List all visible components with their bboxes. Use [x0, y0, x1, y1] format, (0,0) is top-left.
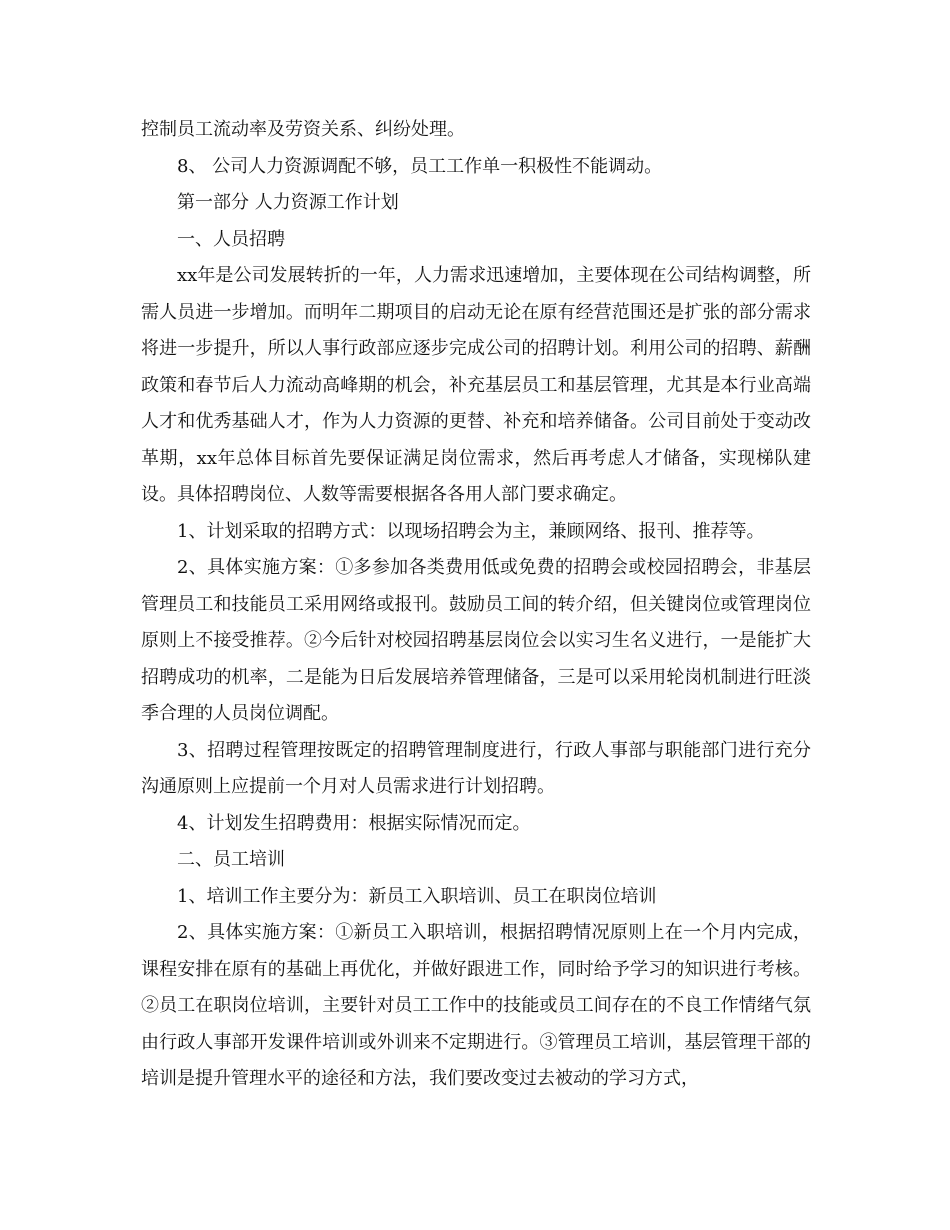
paragraph-recruitment-plan: 2、具体实施方案：①多参加各类费用低或免费的招聘会或校园招聘会，非基层管理员工和技能员工采用网络或报刊。鼓励员工间的转介绍，但关键岗位或管理岗位原则上不接受推荐。②今后针对校园招聘基层岗位会以实习生名义进行，一是能扩大招聘成功的机率，二是能为日后发展培养管理储备，三是可以采用轮岗机制进行旺淡季合理的人员岗位调配。	[141, 557, 811, 724]
paragraph-staff-turnover: 控制员工流动率及劳资关系、纠纷处理。	[141, 119, 465, 140]
document-body	[141, 112, 811, 1098]
subheading-training: 二、员工培训	[177, 849, 285, 870]
paragraph-recruitment-process: 3、招聘过程管理按既定的招聘管理制度进行，行政人事部与职能部门进行充分沟通原则上应提前一个月对人员需求进行计划招聘。	[141, 739, 811, 797]
paragraph-recruitment-cost: 4、计划发生招聘费用：根据实际情况而定。	[177, 812, 531, 834]
paragraph-item-8: 8、 公司人力资源调配不够，员工工作单一积极性不能调动。	[177, 155, 663, 177]
paragraph-training-plan: 2、具体实施方案：①新员工入职培训，根据招聘情况原则上在一个月内完成，课程安排在原有的基础上再优化，并做好跟进工作，同时给予学习的知识进行考核。②员工在职岗位培训，主要针对员工工作中的技能或员工间存在的不良工作情绪气氛由行政人事部开发课件培训或外训来不定期进行。③管理员工培训，基层管理干部的培训是提升管理水平的途径和方法，我们要改变过去被动的学习方式，	[141, 922, 811, 1089]
section-heading-part-one: 第一部分 人力资源工作计划	[177, 192, 399, 213]
subheading-recruitment: 一、人员招聘	[177, 228, 285, 250]
paragraph-recruitment-overview: xx年是公司发展转折的一年，人力需求迅速增加，主要体现在公司结构调整，所需人员进一步增加。而明年二期项目的启动无论在原有经营范围还是扩张的部分需求将进一步提升，所以人事行政部应逐步完成公司的招聘计划。利用公司的招聘、薪酬政策和春节后人力流动高峰期的机会，补充基层员工和基层管理，尤其是本行业高端人才和优秀基础人才，作为人力资源的更替、补充和培养储备。公司目前处于变动改革期，xx年总体目标首先要保证满足岗位需求，然后再考虑人才储备，实现梯队建设。具体招聘岗位、人数等需要根据各各用人部门要求确定。	[141, 265, 811, 505]
paragraph-training-types: 1、培训工作主要分为：新员工入职培训、员工在职岗位培训	[177, 885, 657, 907]
paragraph-recruitment-method: 1、计划采取的招聘方式：以现场招聘会为主，兼顾网络、报刊、推荐等。	[177, 520, 765, 542]
